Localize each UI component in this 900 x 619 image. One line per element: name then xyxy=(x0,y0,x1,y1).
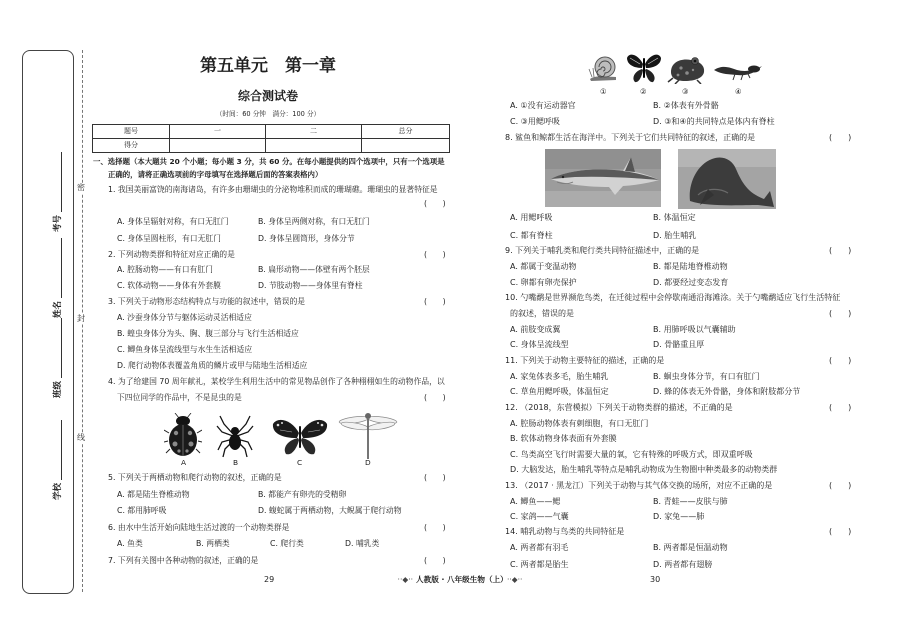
figure-label: C xyxy=(297,458,303,467)
field-label: 班级 xyxy=(52,380,63,398)
q9-option-a: A. 都属于变温动物 xyxy=(510,262,577,271)
q3-option-a: A. 沙蚕身体分节与躯体运动灵活相适应 xyxy=(117,313,252,322)
q10-option-b: B. 用肺呼吸以气囊辅助 xyxy=(653,325,736,334)
answer-bracket: ( ) xyxy=(424,199,446,208)
figure-label: D xyxy=(365,458,371,467)
q5-option-b: B. 都能产有卵壳的受精卵 xyxy=(258,490,347,499)
score-cell xyxy=(362,139,450,153)
page-subtitle: 综合测试卷 xyxy=(237,89,298,103)
q2-option-d: D. 节肢动物——身体里有脊柱 xyxy=(258,281,363,290)
answer-bracket: ( ) xyxy=(424,523,446,532)
seal-char: 密 xyxy=(77,183,85,192)
score-cell xyxy=(266,139,362,153)
q10-option-d: D. 骨骼重且厚 xyxy=(653,340,705,349)
q4-stem: 4. 为了给建国 70 周年献礼，某校学生利用生活中的常见物品创作了各种栩栩如生的动物作品，以 xyxy=(108,377,445,386)
q1-option-d: D. 身体呈圆筒形，身体分节 xyxy=(258,234,355,243)
section-heading: 一、选择题（本大题共 20 个小题；每小题 3 分，共 60 分。在每小题提供的四个选项中，只有一个选项是 xyxy=(93,157,445,166)
q1-option-a: A. 身体呈辐射对称，有口无肛门 xyxy=(117,217,229,226)
q11-option-b: B. 蛔虫身体分节，有口有肛门 xyxy=(653,372,760,381)
answer-bracket: ( ) xyxy=(829,309,852,318)
footer-ornament: ··◆·· xyxy=(397,575,414,584)
field-label: 学校 xyxy=(52,482,63,500)
q8-option-c: C. 都有脊柱 xyxy=(510,231,553,240)
q4-stem: 下四位同学的作品中，不是昆虫的是 xyxy=(117,393,242,402)
butterfly-icon xyxy=(626,52,662,84)
score-cell xyxy=(170,139,266,153)
q2-stem: 2. 下列动物类群和特征对应正确的是 xyxy=(108,250,235,259)
q1-option-b: B. 身体呈两侧对称，有口无肛门 xyxy=(258,217,370,226)
q14-stem: 14. 哺乳动物与鸟类的共同特征是 xyxy=(505,527,625,536)
q10-option-c: C. 身体呈流线型 xyxy=(510,340,569,349)
table-row xyxy=(93,139,450,153)
q14-option-a: A. 两者都有羽毛 xyxy=(510,543,569,552)
answer-bracket: ( ) xyxy=(829,356,852,365)
exam-number-field xyxy=(50,152,62,232)
q10-stem: 10. 勺嘴鹬是世界濒危鸟类，在迁徙过程中会停歇南通沿海滩涂。关于勺嘴鹬适应飞行生活特征 xyxy=(505,293,841,302)
q13-option-d: D. 家兔——肺 xyxy=(653,512,705,521)
q12-option-c: C. 鸟类高空飞行时需要大量的氧，它有特殊的呼吸方式，即双重呼吸 xyxy=(510,450,753,459)
q13-option-b: B. 青蛙——皮肤与肺 xyxy=(653,497,728,506)
q6-option-a: A. 鱼类 xyxy=(117,539,143,548)
answer-bracket: ( ) xyxy=(424,297,446,306)
q13-stem: 13. （2017 · 黑龙江）下列关于动物与其气体交换的场所，对应不正确的是 xyxy=(505,481,773,490)
score-table xyxy=(92,124,450,153)
seal-char: 封 xyxy=(77,314,85,323)
table-header: 题号 xyxy=(93,125,170,139)
answer-bracket: ( ) xyxy=(424,393,446,402)
figure-label: A xyxy=(181,458,187,467)
q10-stem: 的叙述，错误的是 xyxy=(510,309,574,318)
q11-option-d: D. 蜂的体表无外骨骼，身体和附肢都分节 xyxy=(653,387,801,396)
q12-option-a: A. 腔肠动物体表有刺细胞，有口无肛门 xyxy=(510,419,649,428)
school-field xyxy=(50,420,62,500)
class-field xyxy=(50,318,62,398)
field-blank xyxy=(53,318,62,378)
page-number: 30 xyxy=(650,575,661,584)
q12-stem: 12. （2018，东营模拟）下列关于动物类群的描述，不正确的是 xyxy=(505,403,733,412)
answer-bracket: ( ) xyxy=(829,527,852,536)
q2-option-a: A. 腔肠动物——有口有肛门 xyxy=(117,265,213,274)
q2-option-b: B. 扁形动物——体壁有两个胚层 xyxy=(258,265,370,274)
table-row xyxy=(93,125,450,139)
q9-option-d: D. 都要经过变态发育 xyxy=(653,278,729,287)
q8-stem: 8. 鲨鱼和鲸都生活在海洋中。下列关于它们共同特征的叙述，正确的是 xyxy=(505,133,756,142)
q5-option-a: A. 都是陆生脊椎动物 xyxy=(117,490,190,499)
q7-option-b: B. ②体表有外骨骼 xyxy=(653,101,719,110)
figure-label: B xyxy=(233,458,239,467)
q7-option-d: D. ③和④的共同特点是体内有脊柱 xyxy=(653,117,775,126)
binding-strip xyxy=(22,50,74,594)
q3-option-c: C. 鲫鱼身体呈流线型与水生生活相适应 xyxy=(117,345,253,354)
q5-option-c: C. 都用肺呼吸 xyxy=(117,506,167,515)
q8-option-b: B. 体温恒定 xyxy=(653,213,696,222)
table-header: 一 xyxy=(170,125,266,139)
q14-option-c: C. 两者都是胎生 xyxy=(510,560,569,569)
answer-bracket: ( ) xyxy=(424,473,446,482)
table-header: 总分 xyxy=(362,125,450,139)
q3-option-b: B. 蝗虫身体分为头、胸、腹三部分与飞行生活相适应 xyxy=(117,329,299,338)
q9-option-b: B. 都是陆地脊椎动物 xyxy=(653,262,728,271)
q5-option-d: D. 蝮蛇属于两栖动物，大鲵属于爬行动物 xyxy=(258,506,402,515)
q3-option-d: D. 爬行动物体表覆盖角质的鳞片或甲与陆地生活相适应 xyxy=(117,361,308,370)
q6-option-c: C. 爬行类 xyxy=(270,539,304,548)
q10-option-a: A. 前肢变成翼 xyxy=(510,325,561,334)
footer xyxy=(370,576,550,584)
section-heading: 正确的，请将正确选项前的字母填写在选择题后面的答案表格内） xyxy=(108,170,323,179)
field-blank xyxy=(53,238,62,298)
field-label: 考号 xyxy=(52,214,63,232)
table-header: 二 xyxy=(266,125,362,139)
exam-info: （时间：60 分钟 满分：100 分） xyxy=(215,110,321,118)
q9-option-c: C. 卵都有卵壳保护 xyxy=(510,278,577,287)
q1-stem: 1. 我国美丽富饶的南海诸岛，有许多由珊瑚虫的分泌物堆积而成的珊瑚礁。珊瑚虫的显著特征是 xyxy=(108,185,438,194)
figure-label: ③ xyxy=(682,87,689,96)
answer-bracket: ( ) xyxy=(829,481,852,490)
answer-bracket: ( ) xyxy=(829,246,852,255)
q11-option-c: C. 草鱼用鳃呼吸，体温恒定 xyxy=(510,387,609,396)
q8-option-a: A. 用鳃呼吸 xyxy=(510,213,553,222)
frog-icon xyxy=(667,54,707,84)
page-number: 29 xyxy=(264,575,275,584)
ladybug-icon xyxy=(164,413,202,457)
q7-stem: 7. 下列有关图中各种动物的叙述，正确的是 xyxy=(108,556,259,565)
q12-option-d: D. 大脑发达，胎生哺乳等特点是哺乳动物成为生物圈中种类最多的动物类群 xyxy=(510,465,778,474)
answer-bracket: ( ) xyxy=(424,250,446,259)
figure-label: ② xyxy=(640,87,647,96)
q7-option-c: C. ③用鳃呼吸 xyxy=(510,117,560,126)
q2-option-c: C. 软体动物——身体有外套膜 xyxy=(117,281,221,290)
q3-stem: 3. 下列关于动物形态结构特点与功能的叙述中，错误的是 xyxy=(108,297,306,306)
q1-option-c: C. 身体呈圆柱形，有口无肛门 xyxy=(117,234,221,243)
q9-stem: 9. 下列关于哺乳类和爬行类共同特征描述中，正确的是 xyxy=(505,246,700,255)
q6-option-d: D. 哺乳类 xyxy=(345,539,380,548)
name-field xyxy=(50,238,62,318)
field-label: 姓名 xyxy=(52,300,63,318)
newt-icon xyxy=(713,60,763,82)
q5-stem: 5. 下列关于两栖动物和爬行动物的叙述，正确的是 xyxy=(108,473,282,482)
shark-photo xyxy=(545,149,661,207)
figure-label: ④ xyxy=(735,87,742,96)
field-blank xyxy=(53,420,62,480)
butterfly-icon xyxy=(272,418,328,456)
q11-option-a: A. 家兔体表多毛，胎生哺乳 xyxy=(510,372,609,381)
answer-bracket: ( ) xyxy=(424,556,446,565)
q6-option-b: B. 两栖类 xyxy=(196,539,230,548)
q12-option-b: B. 软体动物身体表面有外套膜 xyxy=(510,434,617,443)
page-title: 第五单元 第一章 xyxy=(200,56,336,76)
dragonfly-icon xyxy=(338,410,398,460)
q8-option-d: D. 胎生哺乳 xyxy=(653,231,697,240)
q14-option-d: D. 两者都有翅膀 xyxy=(653,560,713,569)
table-row-label: 得分 xyxy=(93,139,170,153)
field-blank xyxy=(53,152,62,212)
seal-char: 线 xyxy=(77,433,85,442)
answer-bracket: ( ) xyxy=(829,133,852,142)
answer-bracket: ( ) xyxy=(829,403,852,412)
whale-photo xyxy=(678,149,776,209)
q7-option-a: A. ①没有运动器官 xyxy=(510,101,576,110)
q6-stem: 6. 由水中生活开始向陆地生活过渡的一个动物类群是 xyxy=(108,523,290,532)
spider-icon xyxy=(216,414,254,458)
q14-option-b: B. 两者都是恒温动物 xyxy=(653,543,728,552)
footer-ornament: ··◆·· xyxy=(506,575,523,584)
q13-option-c: C. 家鸽——气囊 xyxy=(510,512,569,521)
q13-option-a: A. 鲫鱼——鳃 xyxy=(510,497,561,506)
figure-label: ① xyxy=(600,87,607,96)
q11-stem: 11. 下列关于动物主要特征的描述，正确的是 xyxy=(505,356,665,365)
footer-text: 人教版 · 八年级生物（上） xyxy=(416,575,504,584)
snail-icon xyxy=(588,54,618,82)
